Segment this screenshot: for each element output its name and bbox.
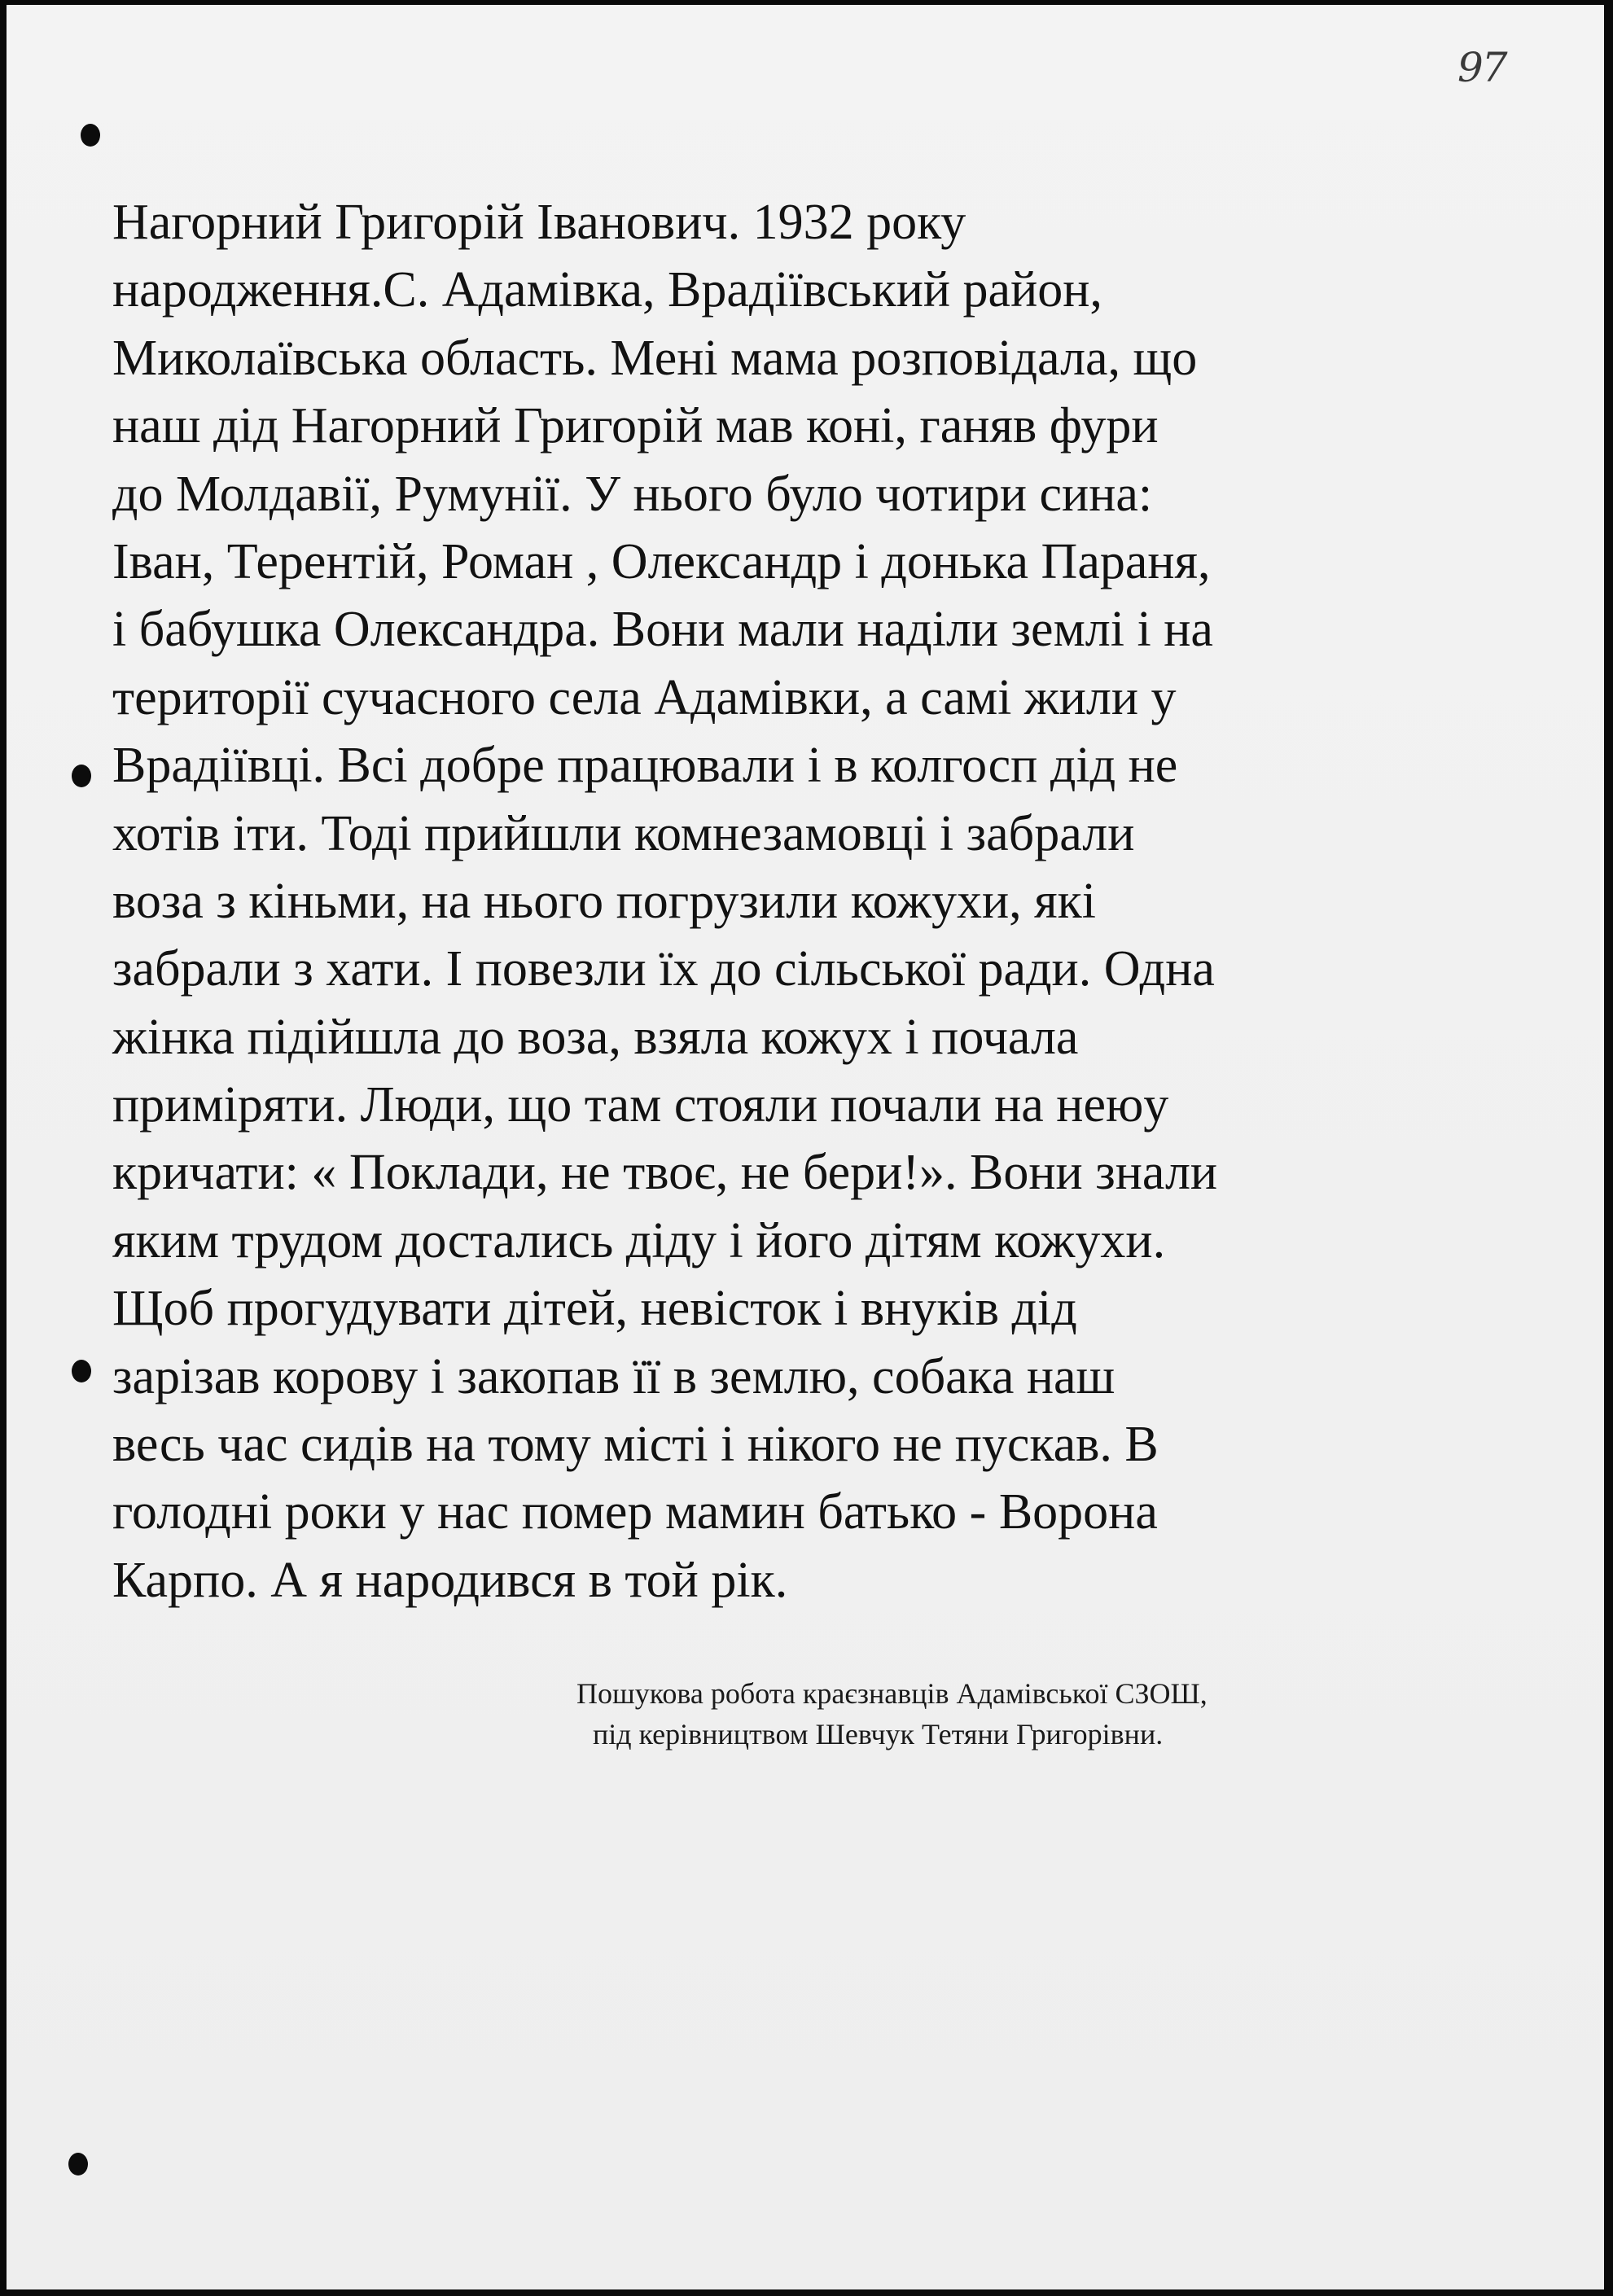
text-line: жінка підійшла до воза, взяла кожух і почала: [112, 1009, 1079, 1065]
text-line: Врадіївці. Всі добре працювали і в колгосп дід не: [112, 738, 1178, 794]
punch-hole: [72, 765, 91, 787]
text-line: наш дід Нагорний Григорій мав коні, ганяв фури: [112, 398, 1159, 454]
credit-line: під керівництвом Шевчук Тетяни Григорівни.: [593, 1718, 1164, 1750]
punch-hole: [68, 2153, 88, 2176]
text-line: і бабушка Олександра. Вони мали наділи землі і на: [112, 602, 1213, 658]
punch-hole: [81, 124, 100, 147]
text-line: території сучасного села Адамівки, а самі жили у: [112, 669, 1177, 725]
document-page: [7, 5, 1604, 2289]
text-line: Іван, Терентій, Роман , Олександр і донька Параня,: [112, 533, 1211, 589]
text-line: весь час сидів на тому місті і нікого не пускав. В: [112, 1417, 1159, 1473]
text-line: Карпо. А я народився в той рік.: [112, 1552, 788, 1608]
text-line: зарізав корову і закопав її в землю, собака наш: [112, 1348, 1116, 1404]
text-line: хотів іти. Тоді прийшли комнезамовці і забрали: [112, 805, 1135, 861]
credit-note: [576, 1673, 1488, 1755]
text-line: яким трудом достались діду і його дітям кожухи.: [112, 1212, 1166, 1268]
page-number: 97: [1457, 44, 1506, 91]
credit-line: Пошукова робота краєзнавців Адамівської СЗОШ,: [576, 1677, 1208, 1710]
text-line: кричати: « Поклади, не твоє, не бери!». Вони знали: [112, 1145, 1218, 1201]
text-line: приміряти. Люди, що там стояли почали на неюу: [112, 1077, 1169, 1133]
text-line: забрали з хати. І повезли їх до сільської ради. Одна: [112, 941, 1215, 997]
text-line: Миколаївська область. Мені мама розповідала, що: [112, 330, 1198, 386]
testimony-text: [112, 189, 1480, 1615]
text-line: голодні роки у нас помер мамин батько - Ворона: [112, 1484, 1158, 1540]
text-line: воза з кіньми, на нього погрузили кожухи, які: [112, 873, 1097, 929]
text-line: Нагорний Григорій Іванович. 1932 року: [112, 195, 966, 250]
text-line: до Молдавії, Румунії. У нього було чотири сина:: [112, 466, 1153, 522]
text-line: Щоб прогудувати дітей, невісток і внуків дід: [112, 1281, 1077, 1337]
punch-hole: [72, 1360, 91, 1382]
text-line: народження.С. Адамівка, Врадіївський район,: [112, 262, 1102, 318]
